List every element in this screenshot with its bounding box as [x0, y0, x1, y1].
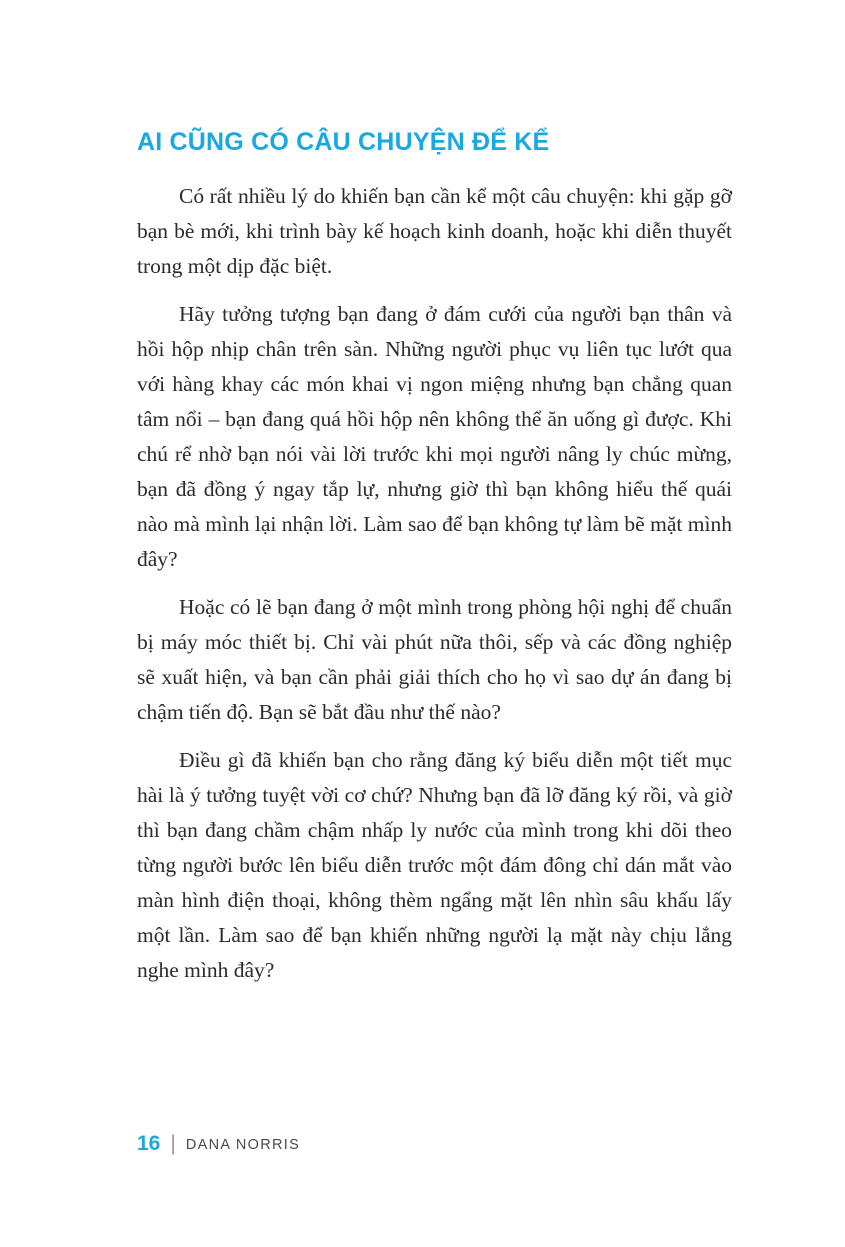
- paragraph: Hãy tưởng tượng bạn đang ở đám cưới của người bạn thân và hồi hộp nhịp chân trên sàn. Những người phục vụ liên tục lướt qua với hàng khay các món khai vị ngon miệng nhưng bạn chẳng quan tâm nổi – bạn đang quá hồi hộp nên không thể ăn uống gì được. Khi chú rể nhờ bạn nói vài lời trước khi mọi người nâng ly chúc mừng, bạn đã đồng ý ngay tắp lự, nhưng giờ thì bạn không hiểu thế quái nào mà mình lại nhận lời. Làm sao để bạn không tự làm bẽ mặt mình đây?: [137, 302, 732, 571]
- author-name: DANA NORRIS: [185, 1137, 301, 1153]
- body-text: [137, 179, 732, 988]
- page-number: 16: [137, 1132, 161, 1155]
- page-content: [137, 128, 732, 1001]
- page-footer: [137, 1132, 300, 1156]
- paragraph: Hoặc có lẽ bạn đang ở một mình trong phòng hội nghị để chuẩn bị máy móc thiết bị. Chỉ vài phút nữa thôi, sếp và các đồng nghiệp sẽ xuất hiện, và bạn cần phải giải thích cho họ vì sao dự án đang bị chậm tiến độ. Bạn sẽ bắt đầu như thế nào?: [137, 595, 732, 724]
- footer-separator: |: [170, 1132, 176, 1155]
- paragraph: Có rất nhiều lý do khiến bạn cần kể một câu chuyện: khi gặp gỡ bạn bè mới, khi trình bày kế hoạch kinh doanh, hoặc khi diễn thuyết trong một dịp đặc biệt.: [137, 184, 732, 278]
- chapter-heading: AI CŨNG CÓ CÂU CHUYỆN ĐỂ KỂ: [137, 128, 550, 156]
- paragraph: Điều gì đã khiến bạn cho rằng đăng ký biểu diễn một tiết mục hài là ý tưởng tuyệt vời cơ chứ? Nhưng bạn đã lỡ đăng ký rồi, và giờ thì bạn đang chầm chậm nhấp ly nước của mình trong khi dõi theo từng người bước lên biểu diễn trước một đám đông chỉ dán mắt vào màn hình điện thoại, không thèm ngẩng mặt lên nhìn sâu khấu lấy một lần. Làm sao để bạn khiến những người lạ mặt này chịu lắng nghe mình đây?: [137, 748, 732, 982]
